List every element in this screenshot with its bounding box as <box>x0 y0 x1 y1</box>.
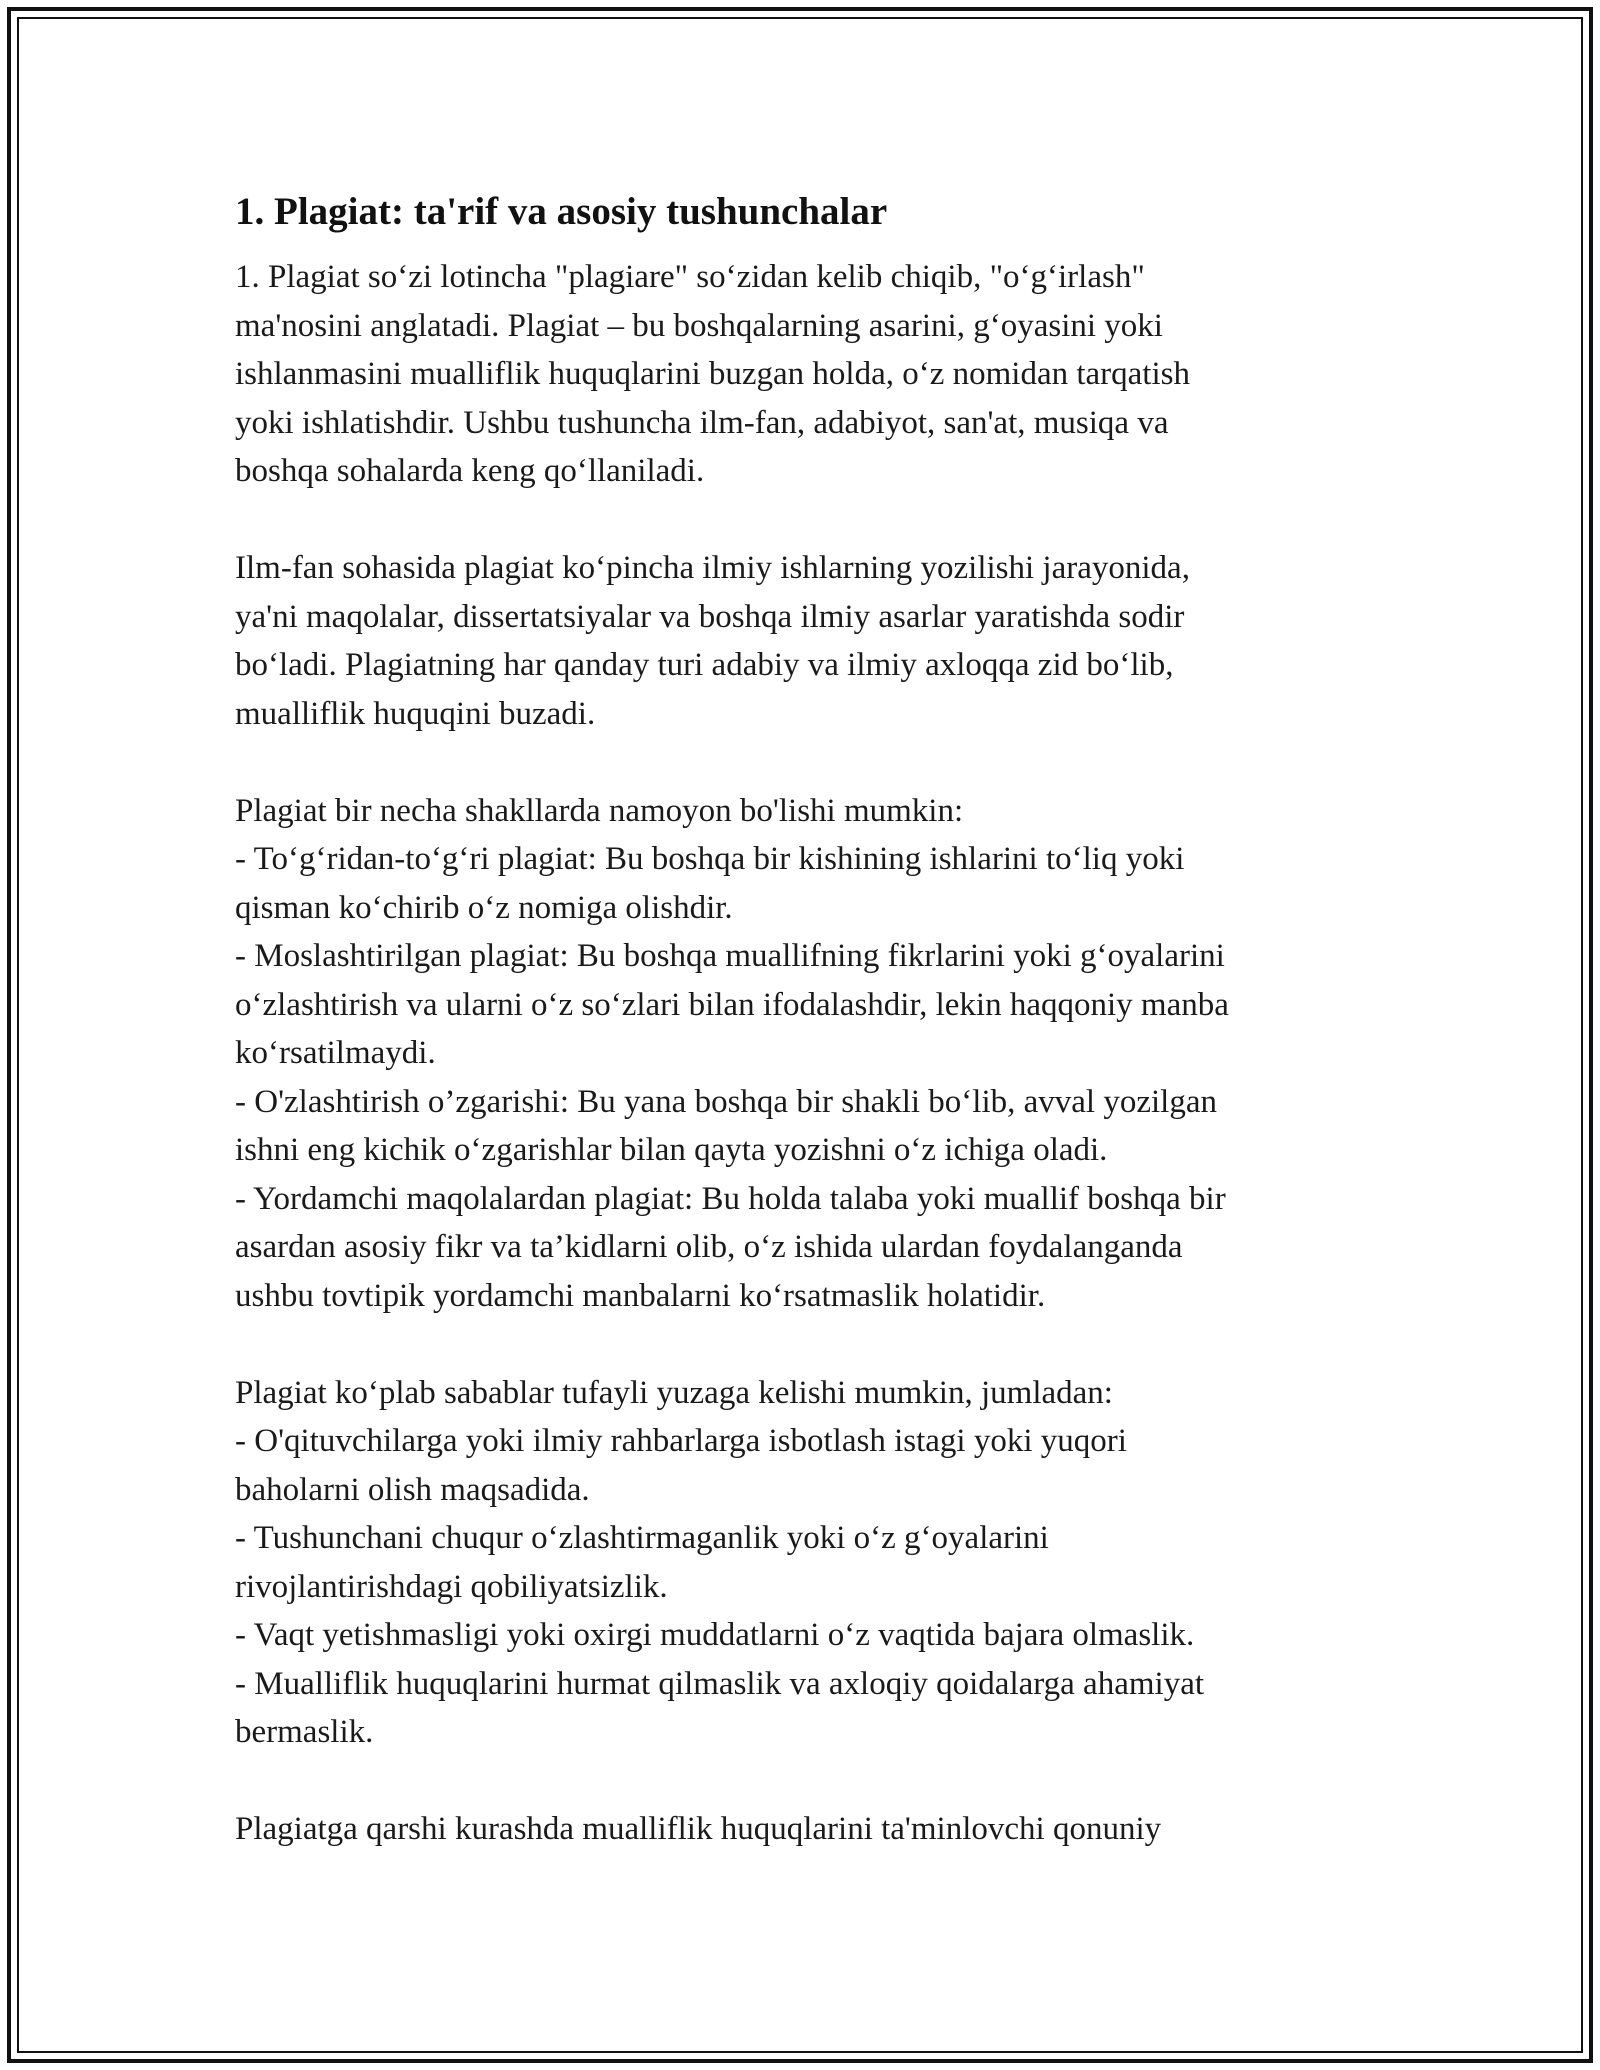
paragraph-science <box>235 544 1365 738</box>
list-item: - O'zlashtirish o’zgarishi: Bu yana boshqa bir shakli bo‘lib, avval yozilgan <box>235 1083 1217 1120</box>
text-line: boshqa sohalarda keng qo‘llaniladi. <box>235 453 705 489</box>
text-line: mualliflik huquqini buzadi. <box>235 695 596 732</box>
text-line: ya'ni maqolalar, dissertatsiyalar va boshqa ilmiy asarlar yaratishda sodir <box>235 598 1185 635</box>
text-line: Plagiatga qarshi kurashda mualliflik huquqlarini ta'minlovchi qonuniy <box>235 1811 1162 1847</box>
text-line: baholarni olish maqsadida. <box>235 1471 590 1508</box>
paragraph-fight <box>235 1805 1365 1854</box>
text-line: qisman ko‘chirib o‘z nomiga olishdir. <box>235 889 733 926</box>
text-line: Plagiat bir necha shakllarda namoyon bo'lishi mumkin: <box>235 792 964 829</box>
list-item: - O'qituvchilarga yoki ilmiy rahbarlarga isbotlash istagi yoki yuqori <box>235 1423 1127 1459</box>
text-line: ishlanmasini mualliflik huquqlarini buzgan holda, o‘z nomidan tarqatish <box>235 356 1190 392</box>
text-line: rivojlantirishdagi qobiliyatsizlik. <box>235 1568 668 1605</box>
text-line: asardan asosiy fikr va ta’kidlarni olib, o‘z ishida ulardan foydalanganda <box>235 1229 1183 1265</box>
list-item: - To‘g‘ridan-to‘g‘ri plagiat: Bu boshqa bir kishining ishlarini to‘liq yoki <box>235 841 1185 877</box>
text-line: bo‘ladi. Plagiatning har qanday turi adabiy va ilmiy axloqqa zid bo‘lib, <box>235 647 1174 683</box>
document-page <box>235 185 1365 1902</box>
text-line: o‘zlashtirish va ularni o‘z so‘zlari bilan ifodalashdir, lekin haqqoniy manba <box>235 986 1229 1023</box>
list-item: - Mualliflik huquqlarini hurmat qilmaslik va axloqiy qoidalarga ahamiyat <box>235 1665 1205 1702</box>
list-item: - Moslashtirilgan plagiat: Bu boshqa muallifning fikrlarini yoki g‘oyalarini <box>235 938 1225 974</box>
text-line: ishni eng kichik o‘zgarishlar bilan qayta yozishni o‘z ichiga oladi. <box>235 1132 1108 1168</box>
text-line: yoki ishlatishdir. Ushbu tushuncha ilm-fan, adabiyot, san'at, musiqa va <box>235 404 1169 441</box>
text-line: ko‘rsatilmaydi. <box>235 1035 436 1071</box>
list-item: - Tushunchani chuqur o‘zlashtirmaganlik yoki o‘z g‘oyalarini <box>235 1520 1049 1556</box>
text-line: ushbu tovtipik yordamchi manbalarni ko‘rsatmaslik holatidir. <box>235 1277 1046 1314</box>
list-item: - Vaqt yetishmasligi yoki oxirgi muddatlarni o‘z vaqtida bajara olmaslik. <box>235 1617 1195 1653</box>
text-line: Ilm-fan sohasida plagiat ko‘pincha ilmiy ishlarning yozilishi jarayonida, <box>235 550 1190 586</box>
paragraph-forms <box>235 787 1365 1321</box>
text-line: bermaslik. <box>235 1714 374 1750</box>
list-item: - Yordamchi maqolalardan plagiat: Bu holda talaba yoki muallif boshqa bir <box>235 1180 1226 1217</box>
paragraph-causes <box>235 1369 1365 1757</box>
text-line: 1. Plagiat so‘zi lotincha "plagiare" so‘zidan kelib chiqib, "o‘g‘irlash" <box>235 259 1145 295</box>
text-line: Plagiat ko‘plab sabablar tufayli yuzaga kelishi mumkin, jumladan: <box>235 1374 1113 1411</box>
section-heading: 1. Plagiat: ta'rif va asosiy tushunchalar <box>235 190 888 233</box>
text-line: ma'nosini anglatadi. Plagiat – bu boshqalarning asarini, g‘oyasini yoki <box>235 307 1163 344</box>
paragraph-definition <box>235 253 1365 496</box>
